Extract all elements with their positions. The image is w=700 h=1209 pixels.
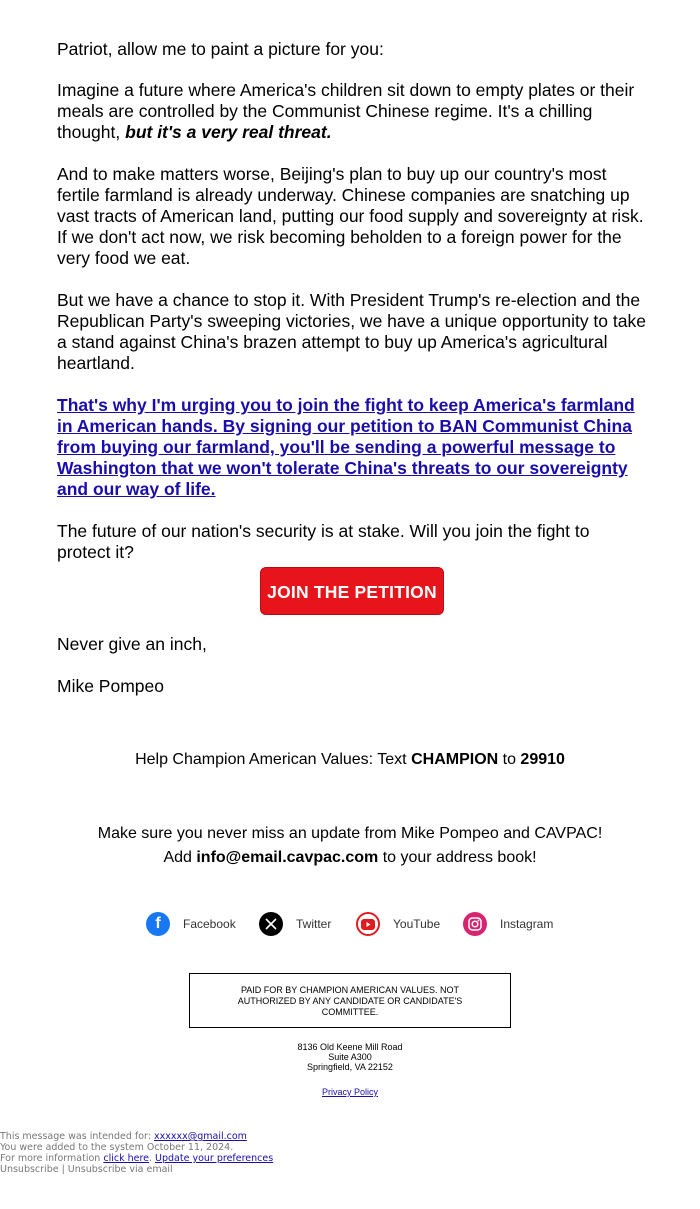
social-label: Facebook xyxy=(183,917,236,931)
paragraph-4: The future of our nation's security is at stake. Will you join the fight to protect it? xyxy=(57,521,590,562)
social-label: Instagram xyxy=(500,917,554,931)
add-address-line xyxy=(0,846,700,870)
social-links xyxy=(0,910,700,938)
paragraph-1 xyxy=(57,80,647,143)
intended-line xyxy=(0,1131,400,1142)
petition-link[interactable]: That's why I'm urging you to join the fight to keep America's farmland in American hands. By signing our petition to BAN Communist China from buying our farmland, you'll be sending a powerful message to Washington that we won't tolerate China's threats to our sovereignty and our way of life. xyxy=(57,395,635,499)
address-line-3: Springfield, VA 22152 xyxy=(307,1062,393,1072)
social-label: Twitter xyxy=(296,917,332,931)
add-prefix: Add xyxy=(163,849,197,866)
button-row xyxy=(57,567,647,617)
intended-prefix: This message was intended for: xyxy=(0,1131,154,1142)
youtube-icon xyxy=(356,912,380,936)
join-petition-button[interactable]: JOIN THE PETITION xyxy=(260,567,444,615)
info-prefix: For more information xyxy=(0,1153,104,1164)
address-line-1: 8136 Old Keene Mill Road xyxy=(297,1042,403,1052)
champion-keyword: CHAMPION xyxy=(411,751,499,768)
info-sep: . xyxy=(149,1153,156,1164)
champion-shortcode: 29910 xyxy=(520,751,565,768)
social-twitter[interactable] xyxy=(259,910,331,938)
social-label: YouTube xyxy=(393,917,441,931)
champion-middle: to xyxy=(498,751,521,768)
mailing-address xyxy=(0,1042,700,1072)
recipient-email-link[interactable]: xxxxxx@gmail.com xyxy=(154,1131,247,1142)
click-here-link[interactable]: click here xyxy=(103,1153,149,1164)
paid-for-disclaimer: PAID FOR BY CHAMPION AMERICAN VALUES. NOT AUTHORIZED BY ANY CANDIDATE OR CANDIDATE'S COMMITTEE. xyxy=(189,973,511,1028)
paragraph-2: And to make matters worse, Beijing's plan to buy up our country's most fertile farmland is already underway. Chinese companies are snatching up vast tracts of American land, putting our food supply and sovereignty at risk. If we don't act now, we risk becoming beholden to a foreign power for the very food we eat. xyxy=(57,164,644,268)
update-line: Make sure you never miss an update from Mike Pompeo and CAVPAC! xyxy=(97,825,603,842)
social-facebook[interactable] xyxy=(146,910,236,938)
info-line xyxy=(0,1153,400,1164)
signature: Mike Pompeo xyxy=(57,676,164,696)
email-footer xyxy=(0,1131,400,1175)
social-youtube[interactable] xyxy=(356,910,440,938)
add-suffix: to your address book! xyxy=(378,849,537,866)
paragraph-3: But we have a chance to stop it. With President Trump's re-election and the Republican Party's sweeping victories, we have a unique opportunity to take a stand against China's brazen attempt to buy up America's agricultural heartland. xyxy=(57,290,646,373)
social-instagram[interactable] xyxy=(463,910,553,938)
sender-address: info@email.cavpac.com xyxy=(196,849,379,866)
privacy-row xyxy=(0,1087,700,1097)
instagram-icon xyxy=(463,912,487,936)
update-preferences-link[interactable]: Update your preferences xyxy=(155,1153,274,1164)
signoff: Never give an inch, xyxy=(57,634,207,654)
address-line-2: Suite A300 xyxy=(328,1052,372,1062)
address-book-notice xyxy=(0,822,700,870)
paragraph-1-text: Imagine a future where America's children sit down to empty plates or their meals are controlled by the Communist Chinese regime. It's a chilling thought, xyxy=(57,80,635,142)
facebook-icon: f xyxy=(146,912,170,936)
x-icon xyxy=(259,912,283,936)
unsubscribe-line[interactable]: Unsubscribe | Unsubscribe via email xyxy=(0,1164,173,1175)
champion-prefix: Help Champion American Values: Text xyxy=(135,751,412,768)
greeting: Patriot, allow me to paint a picture for you: xyxy=(57,39,384,59)
paragraph-1-emphasis: but it's a very real threat. xyxy=(125,122,332,142)
privacy-policy-link[interactable]: Privacy Policy xyxy=(321,1087,378,1097)
text-champion-line xyxy=(0,750,700,770)
email-body xyxy=(57,39,647,697)
added-line: You were added to the system October 11, 2024. xyxy=(0,1142,234,1153)
